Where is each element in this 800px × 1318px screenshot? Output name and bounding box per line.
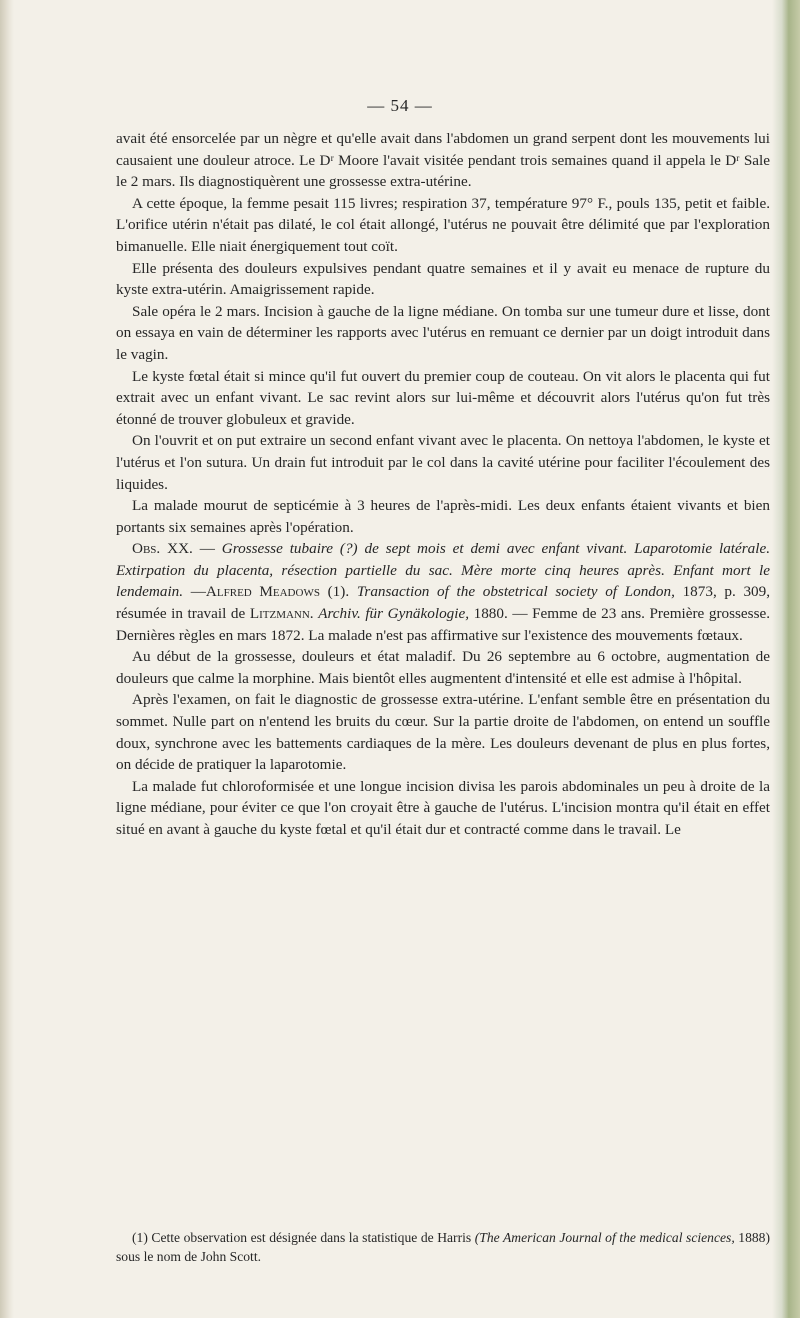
observation-author-prefix: — bbox=[190, 583, 206, 601]
paragraph: A cette époque, la femme pesait 115 livres; respiration 37, température 97° F., pouls 135, petit et faible. L'orifice utérin n'était pas dilaté, le col était allongé, l'utérus ne pouvait être délimité que par l'exploration bimanuelle. Elle niait énergiquement tout coït. bbox=[116, 194, 770, 255]
observation-journal: Archiv. für Gynäkologie, bbox=[318, 605, 470, 623]
observation-heading bbox=[116, 538, 770, 646]
footnote-rest: 1888) sous le nom de John Scott. bbox=[116, 1230, 770, 1264]
footnote-journal: (The American Journal of the medical sciences, bbox=[474, 1230, 735, 1245]
paragraph: La malade mourut de septicémie à 3 heures de l'après-midi. Les deux enfants étaient vivants et bien portants six semaines après l'opération. bbox=[116, 497, 770, 536]
footnote-text bbox=[116, 1228, 770, 1266]
paragraph: La malade fut chloroformisée et une longue incision divisa les parois abdominales un peu à droite de la ligne médiane, pour éviter ce que l'on croyait être à gauche de l'utérus. L'incision montra qu'il était en effet situé en avant à gauche du kyste fœtal et qu'il était dur et contracté comme dans le travail. Le bbox=[116, 777, 770, 838]
observation-author-note: (1). bbox=[327, 583, 350, 601]
observation-author: Alfred Meadows bbox=[205, 583, 320, 601]
page-edge-shadow bbox=[772, 0, 800, 1318]
observation-journal-rest: 1880. — Femme de 23 ans. Première grossesse. Dernières règles en mars 1872. La malade n'est pas affirmative sur l'existence des mouvements fœtaux. bbox=[116, 605, 771, 644]
paragraph: Après l'examen, on fait le diagnostic de grossesse extra-utérine. L'enfant semble être en présentation du sommet. Nulle part on n'entend les bruits du cœur. Sur la partie droite de l'abdomen, on entend un souffle doux, synchrone avec les battements cardiaques de la mère. Les douleurs devenant de plus en plus fortes, on décide de pratiquer la laparotomie. bbox=[116, 691, 770, 774]
paragraph: Elle présenta des douleurs expulsives pendant quatre semaines et il y avait eu menace de rupture du kyste extra-utérin. Amaigrissement rapide. bbox=[116, 259, 770, 299]
footnote bbox=[116, 1228, 770, 1266]
page-binding-shadow bbox=[0, 0, 14, 1318]
paragraph: On l'ouvrit et on put extraire un second enfant vivant avec le placenta. On nettoya l'abdomen, le kyste et l'utérus et l'on sutura. Un drain fut introduit par le col dans la cavité utérine pour faciliter l'écoulement des liquides. bbox=[116, 432, 770, 493]
paragraph: Sale opéra le 2 mars. Incision à gauche de la ligne médiane. On tomba sur une tumeur dure et lisse, dont on essaya en vain de déterminer les rapports avec l'utérus en remuant ce dernier par un doigt introduit dans le vagin. bbox=[116, 302, 770, 363]
body-text bbox=[116, 128, 770, 841]
paragraph: avait été ensorcelée par un nègre et qu'elle avait dans l'abdomen un grand serpent dont les mouvements lui causaient une douleur atroce. Le Dʳ Moore l'avait visitée pendant trois semaines quand il appela le Dʳ Sale le 2 mars. Ils diagnostiquèrent une grossesse extra-utérine. bbox=[116, 130, 770, 191]
observation-source: Transaction of the obstetrical society of London, bbox=[356, 583, 675, 601]
footnote-body: (1) Cette observation est désignée dans la statistique de Harris bbox=[132, 1230, 472, 1245]
paragraph: Au début de la grossesse, douleurs et état maladif. Du 26 septembre au 6 octobre, augmentation de douleurs que calme la morphine. Mais bientôt elles augmentent d'intensité et elle est admise à l'hôpital. bbox=[116, 648, 770, 687]
observation-source-rest: 1873, p. 309, résumée in travail de bbox=[116, 583, 771, 623]
observation-author2: Litzmann. bbox=[249, 605, 314, 623]
observation-title: Grossesse tubaire (?) de sept mois et demi avec enfant vivant. Laparotomie latérale. Extirpation du placenta, résection partielle du sac. Mère morte cinq heures après. Enfant mort le lendemain. bbox=[116, 540, 771, 601]
paragraph: Le kyste fœtal était si mince qu'il fut ouvert du premier coup de couteau. On vit alors le placenta qui fut extrait avec un enfant vivant. Le sac revint alors sur lui-même et découvrit alors l'utérus qu'on fut très étonné de trouver globuleux et gravide. bbox=[116, 367, 770, 428]
page-number: — 54 — bbox=[367, 96, 433, 115]
observation-label: Obs. XX. — bbox=[132, 540, 215, 558]
